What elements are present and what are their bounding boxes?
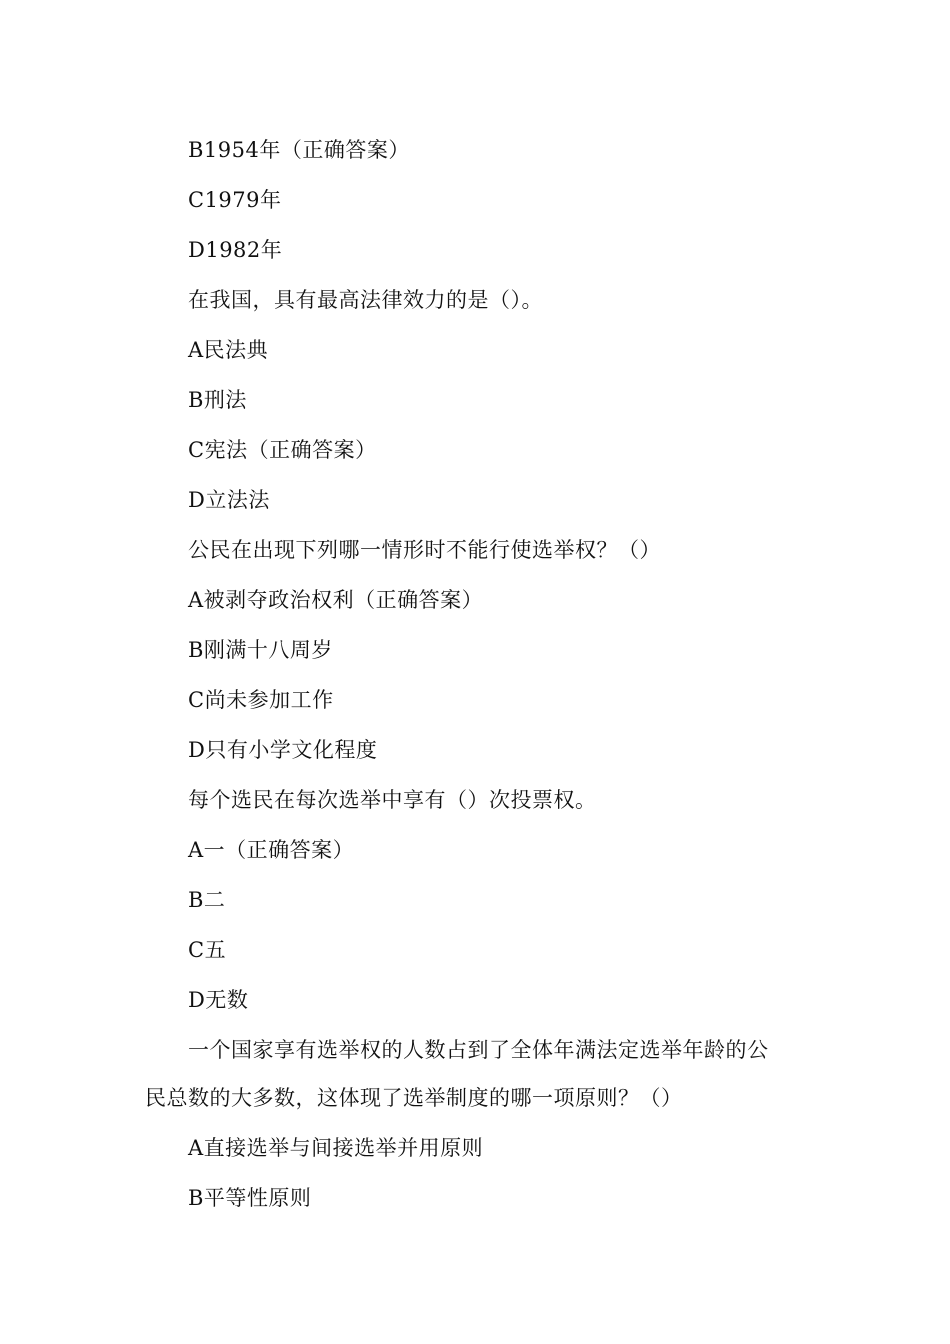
option-d-unlimited: D无数 (188, 988, 249, 1012)
option-a-civil-code: A民法典 (188, 338, 269, 362)
option-b-criminal-law: B刑法 (188, 388, 247, 412)
question-principle-line-2: 民总数的大多数，这体现了选举制度的哪一项原则？（） (145, 1086, 683, 1110)
question-principle-line-1: 一个国家享有选举权的人数占到了全体年满法定选举年龄的公 (188, 1038, 769, 1062)
question-votes-count: 每个选民在每次选举中享有（）次投票权。 (188, 788, 597, 812)
option-b-1954: B1954年（正确答案） (188, 138, 410, 162)
question-highest-law: 在我国，具有最高法律效力的是（）。 (188, 288, 543, 312)
option-b-two: B二 (188, 888, 226, 912)
option-a-one: A一（正确答案） (188, 838, 355, 862)
option-c-1979: C1979年 (188, 188, 282, 212)
option-a-direct-indirect: A直接选举与间接选举并用原则 (188, 1136, 484, 1160)
option-a-deprived-rights: A被剥夺政治权利（正确答案） (188, 588, 484, 612)
option-b-just-eighteen: B刚满十八周岁 (188, 638, 333, 662)
option-d-1982: D1982年 (188, 238, 283, 262)
option-d-legislation-law: D立法法 (188, 488, 270, 512)
option-c-five: C五 (188, 938, 227, 962)
option-c-constitution: C宪法（正确答案） (188, 438, 377, 462)
option-d-primary-education: D只有小学文化程度 (188, 738, 378, 762)
question-voting-rights: 公民在出现下列哪一情形时不能行使选举权？（） (188, 538, 661, 562)
option-c-not-working: C尚未参加工作 (188, 688, 334, 712)
option-b-equality: B平等性原则 (188, 1186, 312, 1210)
